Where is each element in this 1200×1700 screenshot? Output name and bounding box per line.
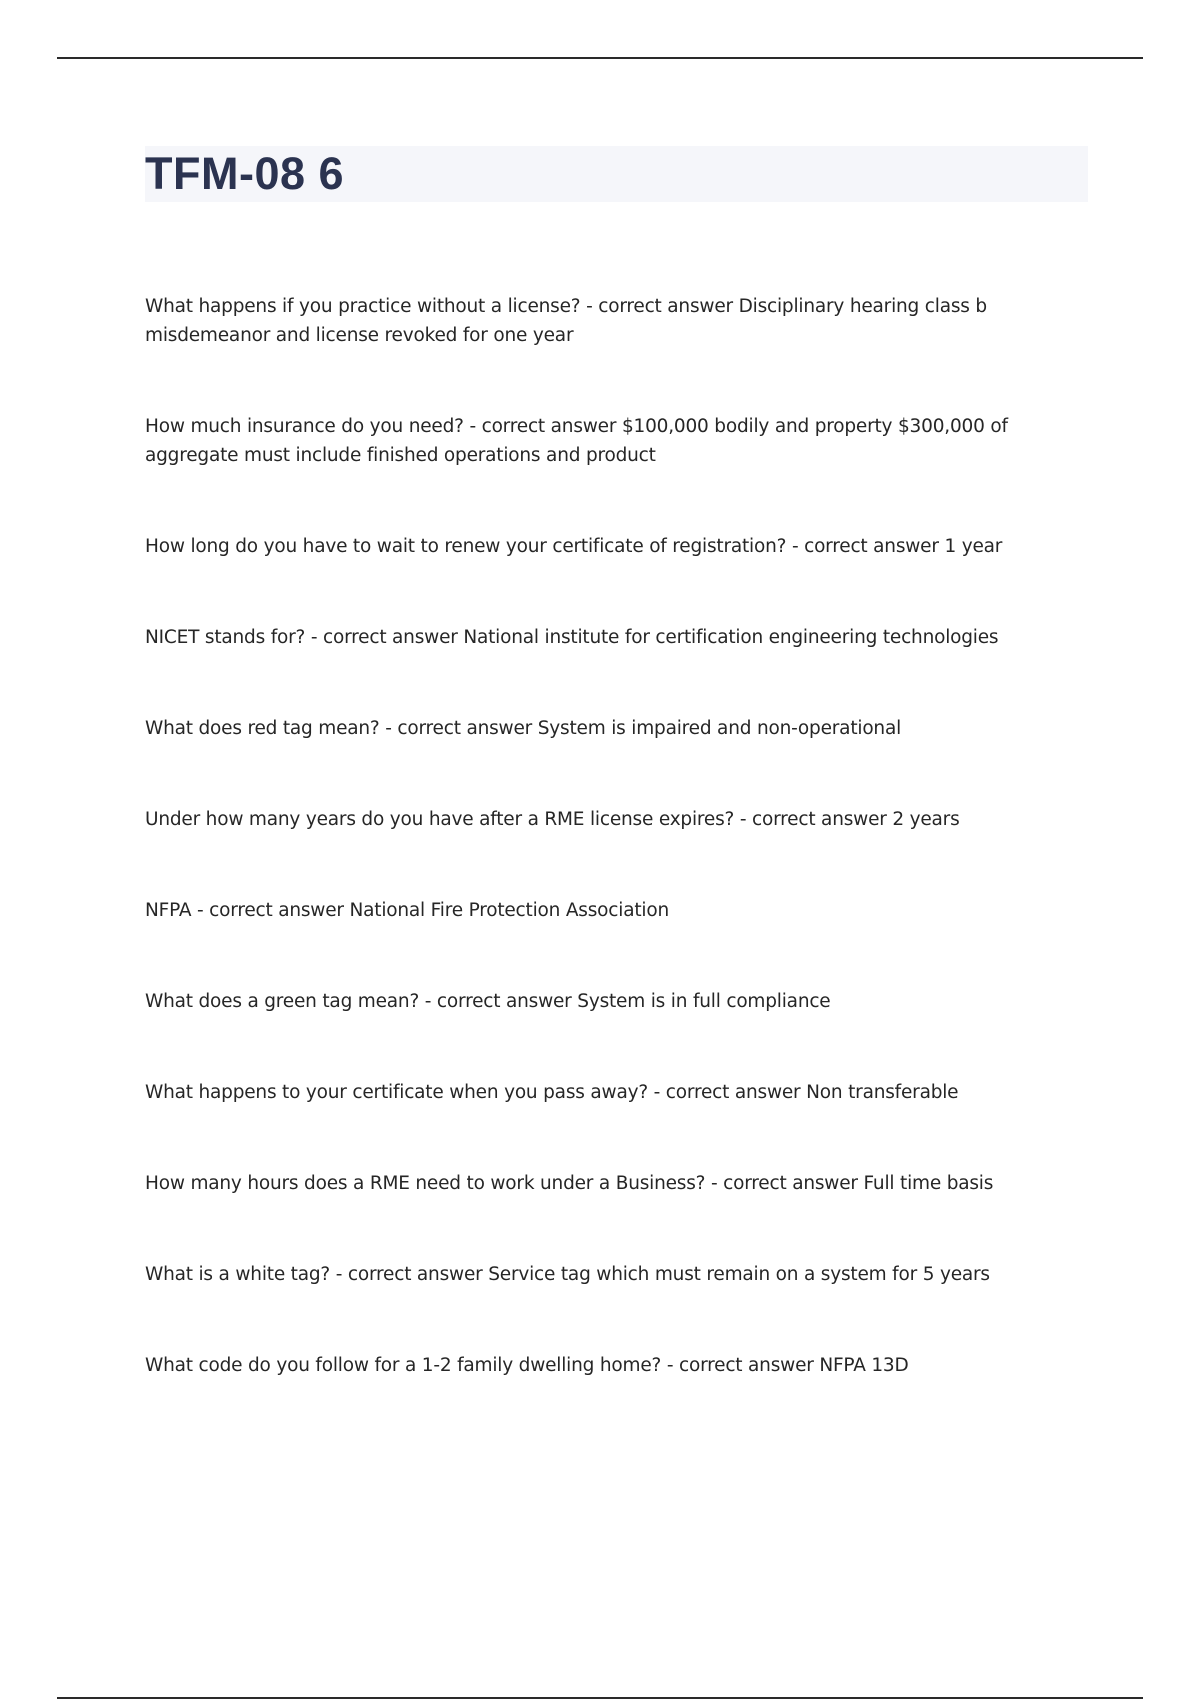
bottom-rule — [57, 1697, 1143, 1699]
qa-item: NICET stands for? - correct answer National institute for certification engineering technologies — [145, 627, 999, 648]
qa-item: Under how many years do you have after a RME license expires? - correct answer 2 years — [145, 809, 960, 830]
page-title: TFM-08 6 — [145, 148, 345, 199]
qa-item: How much insurance do you need? - correct answer $100,000 bodily and property $300,000 of aggregate must include finished operations and product — [145, 416, 1008, 466]
qa-item: What does a green tag mean? - correct answer System is in full compliance — [145, 991, 831, 1012]
qa-item: How long do you have to wait to renew your certificate of registration? - correct answer 1 year — [145, 536, 1003, 557]
qa-item: What code do you follow for a 1-2 family dwelling home? - correct answer NFPA 13D — [145, 1355, 909, 1376]
qa-item: What happens to your certificate when you pass away? - correct answer Non transferable — [145, 1082, 959, 1103]
qa-item: What does red tag mean? - correct answer System is impaired and non-operational — [145, 718, 902, 739]
qa-list — [145, 292, 1025, 1380]
top-rule — [57, 57, 1143, 59]
qa-item: What happens if you practice without a license? - correct answer Disciplinary hearing class b misdemeanor and license revoked for one year — [145, 296, 987, 346]
qa-item: NFPA - correct answer National Fire Protection Association — [145, 900, 669, 921]
qa-item: What is a white tag? - correct answer Service tag which must remain on a system for 5 years — [145, 1264, 990, 1285]
qa-item: How many hours does a RME need to work under a Business? - correct answer Full time basis — [145, 1173, 994, 1194]
